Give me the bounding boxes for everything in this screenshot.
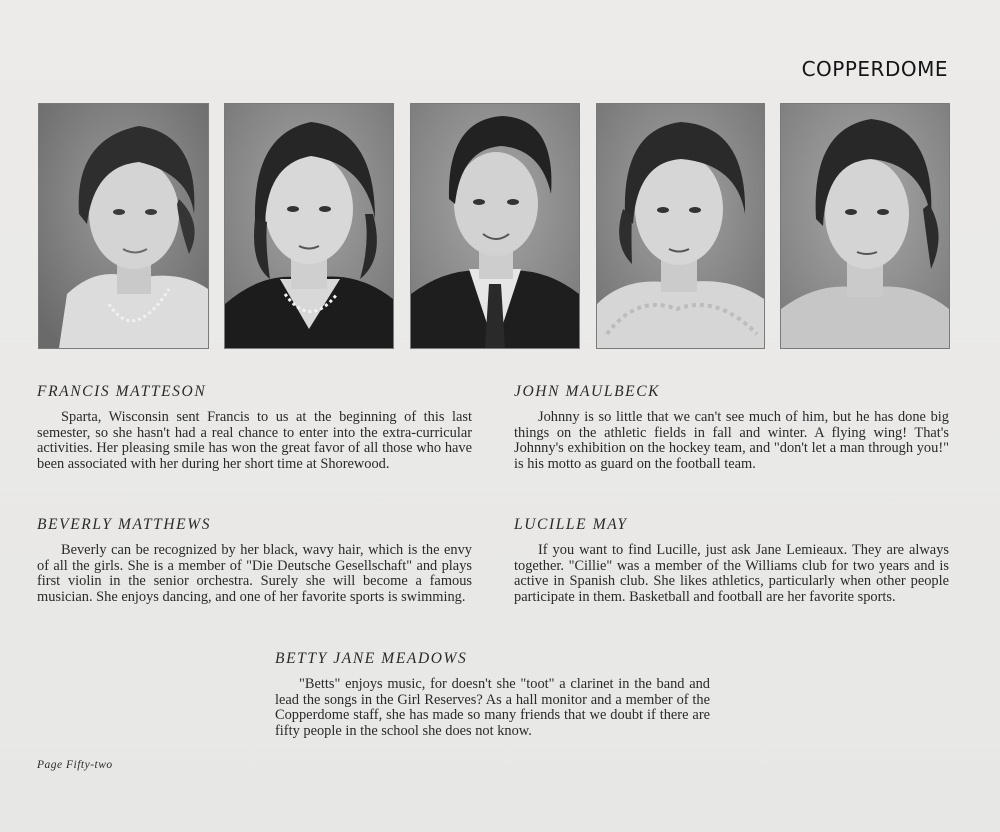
student-bio-betty-jane-meadows: "Betts" enjoys music, for doesn't she "toot" a clarinet in the band and lead the songs in the Girl Reserves? As a hall monitor and a member of the Copperdome staff, she has made so many friends that we doubt if there are fifty people in the school she does not know. (275, 676, 710, 739)
page-title: COPPERDOME (801, 57, 948, 81)
student-name-beverly-matthews: BEVERLY MATTHEWS (37, 516, 212, 533)
student-bio-lucille-may: If you want to find Lucille, just ask Jane Lemieaux. They are always together. "Cillie" was a member of the Williams club for two years and is active in Spanish club. She likes athletics, particularly when other people participate in them. Basketball and football are her favorite sports. (514, 542, 949, 605)
portrait-lucille-may (596, 103, 765, 349)
student-name-francis-matteson: FRANCIS MATTESON (37, 383, 207, 400)
portrait-francis-matteson (38, 103, 209, 349)
page-number: Page Fifty-two (37, 759, 113, 771)
student-bio-francis-matteson: Sparta, Wisconsin sent Francis to us at the beginning of this last semester, so she hasn't had a real chance to enter into the extra-curricular activities. Her pleasing smile has won the great favor of all those who have been associated with her during her short time at Shorewood. (37, 409, 472, 472)
portrait-betty-jane-meadows (780, 103, 950, 349)
portrait-john-maulbeck (410, 103, 580, 349)
student-bio-john-maulbeck: Johnny is so little that we can't see much of him, but he has done big things on the athletic fields in fall and winter. A flying wing! That's Johnny's exhibition on the hockey team, and "don't let a man through you!" is his motto as guard on the football team. (514, 409, 949, 472)
portrait-beverly-matthews (224, 103, 394, 349)
student-name-lucille-may: LUCILLE MAY (514, 516, 628, 533)
student-name-betty-jane-meadows: BETTY JANE MEADOWS (275, 650, 468, 667)
student-name-john-maulbeck: JOHN MAULBECK (514, 383, 661, 400)
student-bio-beverly-matthews: Beverly can be recognized by her black, wavy hair, which is the envy of all the girls. She is a member of "Die Deutsche Gesellschaft" and plays first violin in the senior orchestra. Surely she will become a famous musician. She enjoys dancing, and one of her favorite sports is swimming. (37, 542, 472, 605)
